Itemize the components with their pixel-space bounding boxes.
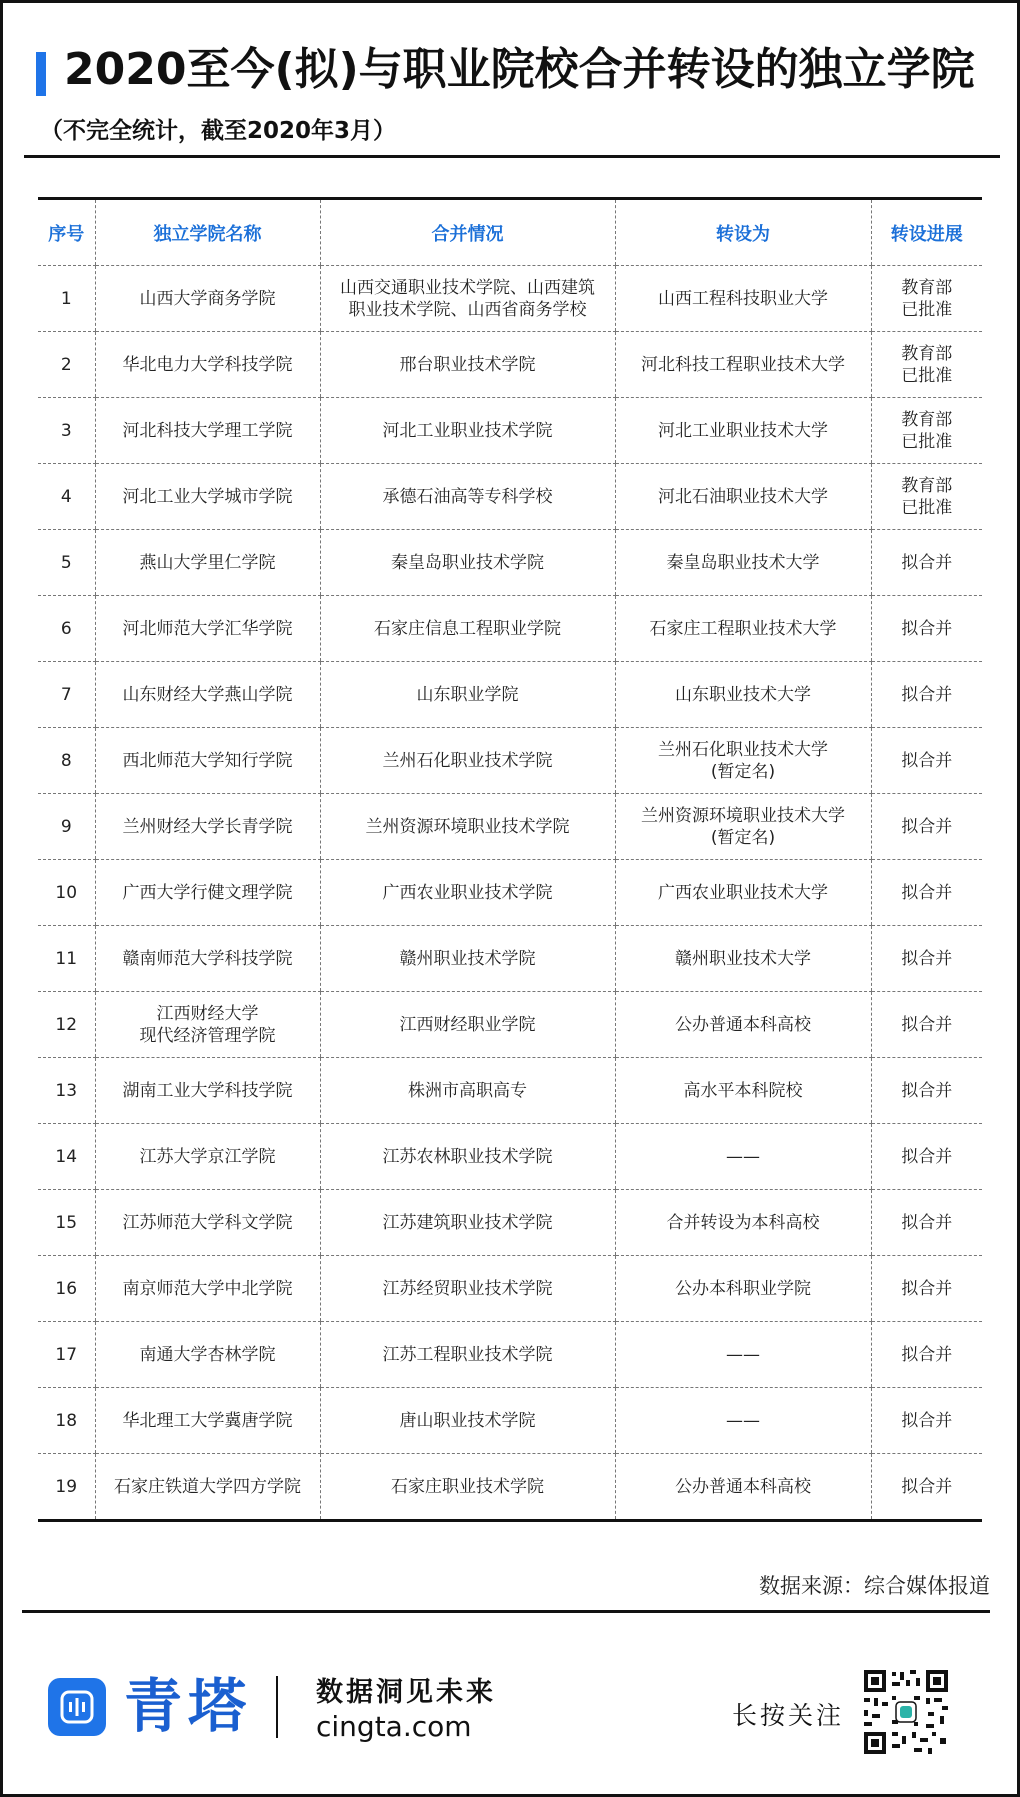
cell-index: 6 xyxy=(38,596,95,662)
cell-index: 3 xyxy=(38,398,95,464)
cell-college-name: 燕山大学里仁学院 xyxy=(95,530,320,596)
cell-merger: 兰州资源环境职业技术学院 xyxy=(320,794,615,860)
cell-progress: 拟合并 xyxy=(871,662,982,728)
cell-converted-to: 秦皇岛职业技术大学 xyxy=(615,530,871,596)
table-row xyxy=(38,926,982,992)
data-source-note: 数据来源：综合媒体报道 xyxy=(759,1574,990,1598)
cell-progress: 教育部 已批准 xyxy=(871,266,982,332)
header-rule xyxy=(24,155,1000,158)
cell-index: 17 xyxy=(38,1322,95,1388)
cell-merger: 河北工业职业技术学院 xyxy=(320,398,615,464)
follow-prompt: 长按关注 xyxy=(732,1701,845,1730)
table-row xyxy=(38,1454,982,1521)
cell-college-name: 江苏师范大学科文学院 xyxy=(95,1190,320,1256)
table-row xyxy=(38,1124,982,1190)
cell-college-name: 兰州财经大学长青学院 xyxy=(95,794,320,860)
table-row xyxy=(38,266,982,332)
cell-merger: 唐山职业技术学院 xyxy=(320,1388,615,1454)
cell-index: 1 xyxy=(38,266,95,332)
table-row xyxy=(38,728,982,794)
cell-merger: 秦皇岛职业技术学院 xyxy=(320,530,615,596)
cell-index: 19 xyxy=(55,1476,78,1497)
cell-college-name: 河北科技大学理工学院 xyxy=(95,398,320,464)
cell-index: 13 xyxy=(38,1058,95,1124)
table-row xyxy=(38,992,982,1058)
table-row xyxy=(38,464,982,530)
cell-merger: 石家庄职业技术学院 xyxy=(320,1454,615,1521)
table-row xyxy=(38,1322,982,1388)
cell-college-name: 河北工业大学城市学院 xyxy=(95,464,320,530)
cell-merger: 石家庄信息工程职业学院 xyxy=(320,596,615,662)
brand-domain: cingta.com xyxy=(316,1710,472,1743)
colleges-table xyxy=(38,197,982,1522)
table-row xyxy=(38,1388,982,1454)
cell-progress: 拟合并 xyxy=(871,728,982,794)
cell-converted-to: 公办本科职业学院 xyxy=(615,1256,871,1322)
col-header-merger: 合并情况 xyxy=(320,199,615,266)
cell-progress: 拟合并 xyxy=(871,1454,982,1521)
cell-converted-to: 河北科技工程职业技术大学 xyxy=(615,332,871,398)
title-accent-bar xyxy=(36,52,46,96)
cell-converted-to: 广西农业职业技术大学 xyxy=(615,860,871,926)
table-header-row xyxy=(38,199,982,266)
cell-converted-to: 高水平本科院校 xyxy=(615,1058,871,1124)
cell-progress: 拟合并 xyxy=(871,1256,982,1322)
cell-merger: 兰州石化职业技术学院 xyxy=(320,728,615,794)
cell-college-name: 江西财经大学 现代经济管理学院 xyxy=(95,992,320,1058)
cell-college-name: 华北理工大学冀唐学院 xyxy=(95,1388,320,1454)
cell-merger: 株洲市高职高专 xyxy=(320,1058,615,1124)
cell-index: 5 xyxy=(38,530,95,596)
cell-converted-to: 河北工业职业技术大学 xyxy=(615,398,871,464)
cell-progress: 拟合并 xyxy=(871,926,982,992)
cingta-logo-icon xyxy=(48,1678,106,1736)
table-row xyxy=(38,794,982,860)
cell-merger: 山东职业学院 xyxy=(320,662,615,728)
cell-converted-to: 兰州石化职业技术大学 (暂定名) xyxy=(615,728,871,794)
cell-progress: 拟合并 xyxy=(871,1190,982,1256)
cell-college-name: 南通大学杏林学院 xyxy=(95,1322,320,1388)
cell-merger: 赣州职业技术学院 xyxy=(320,926,615,992)
cell-index: 10 xyxy=(38,860,95,926)
cell-progress: 教育部 已批准 xyxy=(871,464,982,530)
table-row xyxy=(38,1058,982,1124)
cell-college-name: 石家庄铁道大学四方学院 xyxy=(95,1454,320,1521)
col-header-college-name: 独立学院名称 xyxy=(95,199,320,266)
table-row xyxy=(38,398,982,464)
cell-college-name: 西北师范大学知行学院 xyxy=(95,728,320,794)
page-subtitle: （不完全统计，截至2020年3月） xyxy=(40,118,397,144)
cell-converted-to: 山西工程科技职业大学 xyxy=(615,266,871,332)
col-header-index: 序号 xyxy=(38,199,95,266)
cell-index: 4 xyxy=(38,464,95,530)
cell-progress: 拟合并 xyxy=(871,1124,982,1190)
table-row xyxy=(38,860,982,926)
cell-merger: 江苏农林职业技术学院 xyxy=(320,1124,615,1190)
table-row xyxy=(38,1190,982,1256)
cell-college-name: 赣南师范大学科技学院 xyxy=(95,926,320,992)
cell-converted-to: 公办普通本科高校 xyxy=(615,992,871,1058)
cell-progress: 教育部 已批准 xyxy=(871,398,982,464)
cell-progress: 拟合并 xyxy=(871,1058,982,1124)
cell-converted-to: 赣州职业技术大学 xyxy=(615,926,871,992)
cell-converted-to: —— xyxy=(615,1388,871,1454)
cell-college-name: 江苏大学京江学院 xyxy=(95,1124,320,1190)
cell-converted-to: 石家庄工程职业技术大学 xyxy=(615,596,871,662)
table-row xyxy=(38,332,982,398)
cell-index: 18 xyxy=(38,1388,95,1454)
cell-index: 14 xyxy=(38,1124,95,1190)
cell-index: 15 xyxy=(38,1190,95,1256)
cell-index: 16 xyxy=(38,1256,95,1322)
cell-progress: 拟合并 xyxy=(871,992,982,1058)
table-row xyxy=(38,596,982,662)
brand-logo-text: 青塔 xyxy=(124,1672,253,1740)
cell-index: 9 xyxy=(38,794,95,860)
cell-merger: 江苏经贸职业技术学院 xyxy=(320,1256,615,1322)
cell-college-name: 山东财经大学燕山学院 xyxy=(95,662,320,728)
cell-merger: 江苏建筑职业技术学院 xyxy=(320,1190,615,1256)
cell-merger: 承德石油高等专科学校 xyxy=(320,464,615,530)
cell-progress: 拟合并 xyxy=(871,1388,982,1454)
cell-index: 11 xyxy=(38,926,95,992)
cell-converted-to: —— xyxy=(615,1124,871,1190)
cell-college-name: 河北师范大学汇华学院 xyxy=(95,596,320,662)
cell-index: 8 xyxy=(38,728,95,794)
table-body xyxy=(38,266,982,1521)
cell-college-name: 广西大学行健文理学院 xyxy=(95,860,320,926)
cell-merger: 广西农业职业技术学院 xyxy=(320,860,615,926)
cell-progress: 拟合并 xyxy=(871,596,982,662)
cell-progress: 教育部 已批准 xyxy=(871,332,982,398)
cell-progress: 拟合并 xyxy=(871,794,982,860)
cell-index: 12 xyxy=(38,992,95,1058)
footer-divider xyxy=(276,1676,278,1738)
qr-code-icon[interactable] xyxy=(862,1668,950,1756)
col-header-progress: 转设进展 xyxy=(871,199,982,266)
table-row xyxy=(38,530,982,596)
cell-index: 2 xyxy=(38,332,95,398)
col-header-converted-to: 转设为 xyxy=(615,199,871,266)
cell-merger: 江苏工程职业技术学院 xyxy=(320,1322,615,1388)
table-row xyxy=(38,1256,982,1322)
cell-college-name: 华北电力大学科技学院 xyxy=(95,332,320,398)
cell-converted-to: 河北石油职业技术大学 xyxy=(615,464,871,530)
cell-converted-to: —— xyxy=(615,1322,871,1388)
brand-slogan: 数据洞见未来 xyxy=(316,1677,496,1708)
cell-merger: 邢台职业技术学院 xyxy=(320,332,615,398)
cell-converted-to: 山东职业技术大学 xyxy=(615,662,871,728)
cell-college-name: 山西大学商务学院 xyxy=(95,266,320,332)
cell-progress: 拟合并 xyxy=(871,530,982,596)
cell-college-name: 湖南工业大学科技学院 xyxy=(95,1058,320,1124)
cell-converted-to: 公办普通本科高校 xyxy=(615,1454,871,1521)
cell-converted-to: 合并转设为本科高校 xyxy=(615,1190,871,1256)
cell-converted-to: 兰州资源环境职业技术大学 (暂定名) xyxy=(615,794,871,860)
cell-merger: 山西交通职业技术学院、山西建筑 职业技术学院、山西省商务学校 xyxy=(320,266,615,332)
cell-index: 7 xyxy=(38,662,95,728)
footer-rule xyxy=(22,1610,990,1613)
cell-college-name: 南京师范大学中北学院 xyxy=(95,1256,320,1322)
table-row xyxy=(38,662,982,728)
cell-progress: 拟合并 xyxy=(871,1322,982,1388)
cell-progress: 拟合并 xyxy=(871,860,982,926)
page-title: 2020至今(拟)与职业院校合并转设的独立学院 xyxy=(64,44,975,95)
cell-merger: 江西财经职业学院 xyxy=(320,992,615,1058)
